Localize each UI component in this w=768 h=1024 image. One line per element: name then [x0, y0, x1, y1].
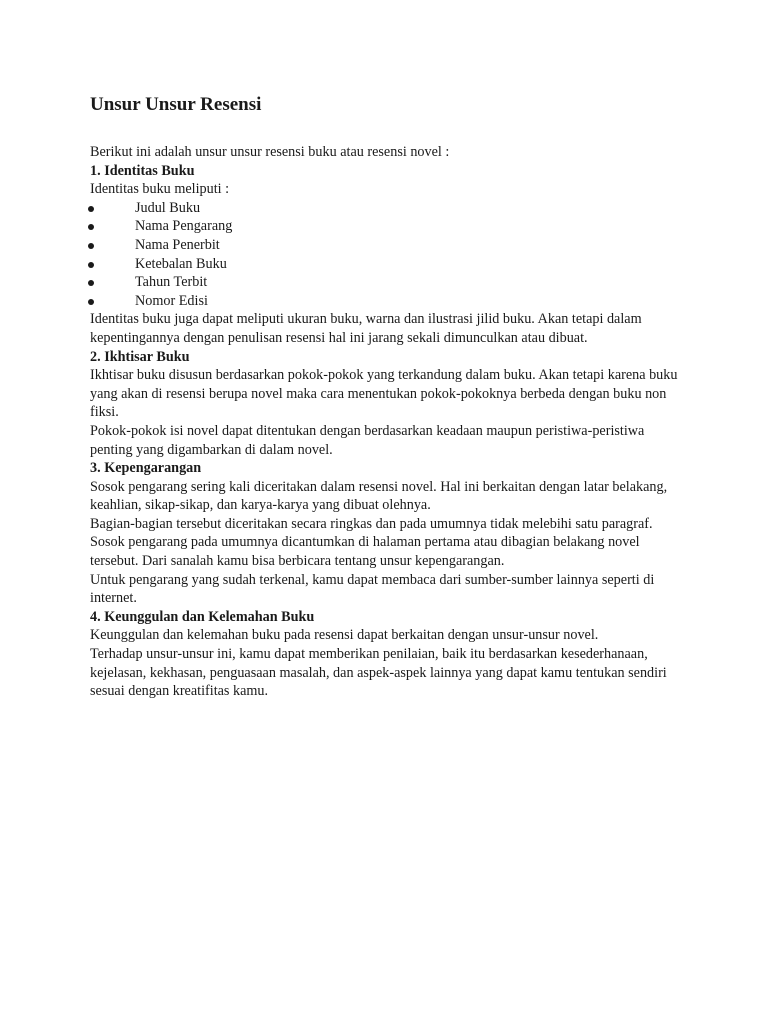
list-item — [90, 273, 690, 292]
intro-paragraph: Berikut ini adalah unsur unsur resensi buku atau resensi novel : — [90, 144, 450, 160]
list-item-text: Nama Pengarang — [135, 218, 233, 235]
list-item — [90, 236, 690, 255]
bullet-icon — [88, 280, 94, 286]
document-page — [90, 93, 690, 701]
section3-paragraph-4: Untuk pengarang yang sudah terkenal, kamu dapat membaca dari sumber-sumber lainnya seperti di internet. — [90, 571, 655, 607]
list-item — [90, 292, 690, 311]
section3-paragraph-3: Sosok pengarang pada umumnya dicantumkan di halaman pertama atau dibagian belakang novel tersebut. Dari sanalah kamu bisa berbicara tentang unsur kepengarangan. — [90, 534, 640, 570]
document-title: Unsur Unsur Resensi — [90, 94, 262, 115]
section-heading-kepengarangan: 3. Kepengarangan — [90, 460, 202, 477]
bullet-icon — [88, 243, 94, 249]
bullet-icon — [88, 299, 94, 305]
bullet-icon — [88, 262, 94, 268]
list-item — [90, 217, 690, 236]
list-item-text: Ketebalan Buku — [135, 255, 227, 272]
section3-paragraph-2: Bagian-bagian tersebut diceritakan secara ringkas dan pada umumnya tidak melebihi satu paragraf. — [90, 515, 653, 532]
list-item-text: Tahun Terbit — [135, 274, 208, 291]
section4-paragraph-1: Keunggulan dan kelemahan buku pada resensi dapat berkaitan dengan unsur-unsur novel. — [90, 627, 599, 644]
section4-paragraph-2: Terhadap unsur-unsur ini, kamu dapat memberikan penilaian, baik itu berdasarkan kesederhanaan, kejelasan, kekhasan, penguasaan masalah, dan aspek-aspek lainnya yang dapat kamu tentukan sendiri sesuai dengan kreatifitas kamu. — [90, 646, 667, 700]
bullet-icon — [88, 206, 94, 212]
section-heading-identitas-buku: 1. Identitas Buku — [90, 162, 195, 179]
list-item-text: Judul Buku — [135, 199, 201, 216]
section-heading-ikhtisar-buku: 2. Ikhtisar Buku — [90, 348, 190, 365]
list-item-text: Nama Penerbit — [135, 236, 220, 253]
section2-paragraph-2: Pokok-pokok isi novel dapat ditentukan dengan berdasarkan keadaan maupun peristiwa-peristiwa penting yang digambarkan di dalam novel. — [90, 422, 645, 458]
list-item-text: Nomor Edisi — [135, 292, 208, 309]
section1-lead: Identitas buku meliputi : — [90, 181, 230, 198]
document-body — [90, 143, 690, 701]
section3-paragraph-1: Sosok pengarang sering kali diceritakan dalam resensi novel. Hal ini berkaitan dengan latar belakang, keahlian, sikap-sikap, dan karya-karya yang dibuat olehnya. — [90, 478, 668, 514]
list-item — [90, 255, 690, 274]
identitas-buku-list — [90, 199, 690, 311]
section-heading-keunggulan-kelemahan: 4. Keunggulan dan Kelemahan Buku — [90, 608, 315, 625]
section1-paragraph: Identitas buku juga dapat meliputi ukuran buku, warna dan ilustrasi jilid buku. Akan tetapi dalam kepentingannya dengan penulisan resensi hal ini jarang sekali dimunculkan atau dibuat. — [90, 311, 642, 346]
section2-paragraph-1: Ikhtisar buku disusun berdasarkan pokok-pokok yang terkandung dalam buku. Akan tetapi karena buku yang akan di resensi berupa novel maka cara menentukan pokok-pokoknya berbeda dengan buku non fiksi. — [90, 367, 678, 421]
list-item — [90, 199, 690, 218]
bullet-icon — [88, 224, 94, 230]
